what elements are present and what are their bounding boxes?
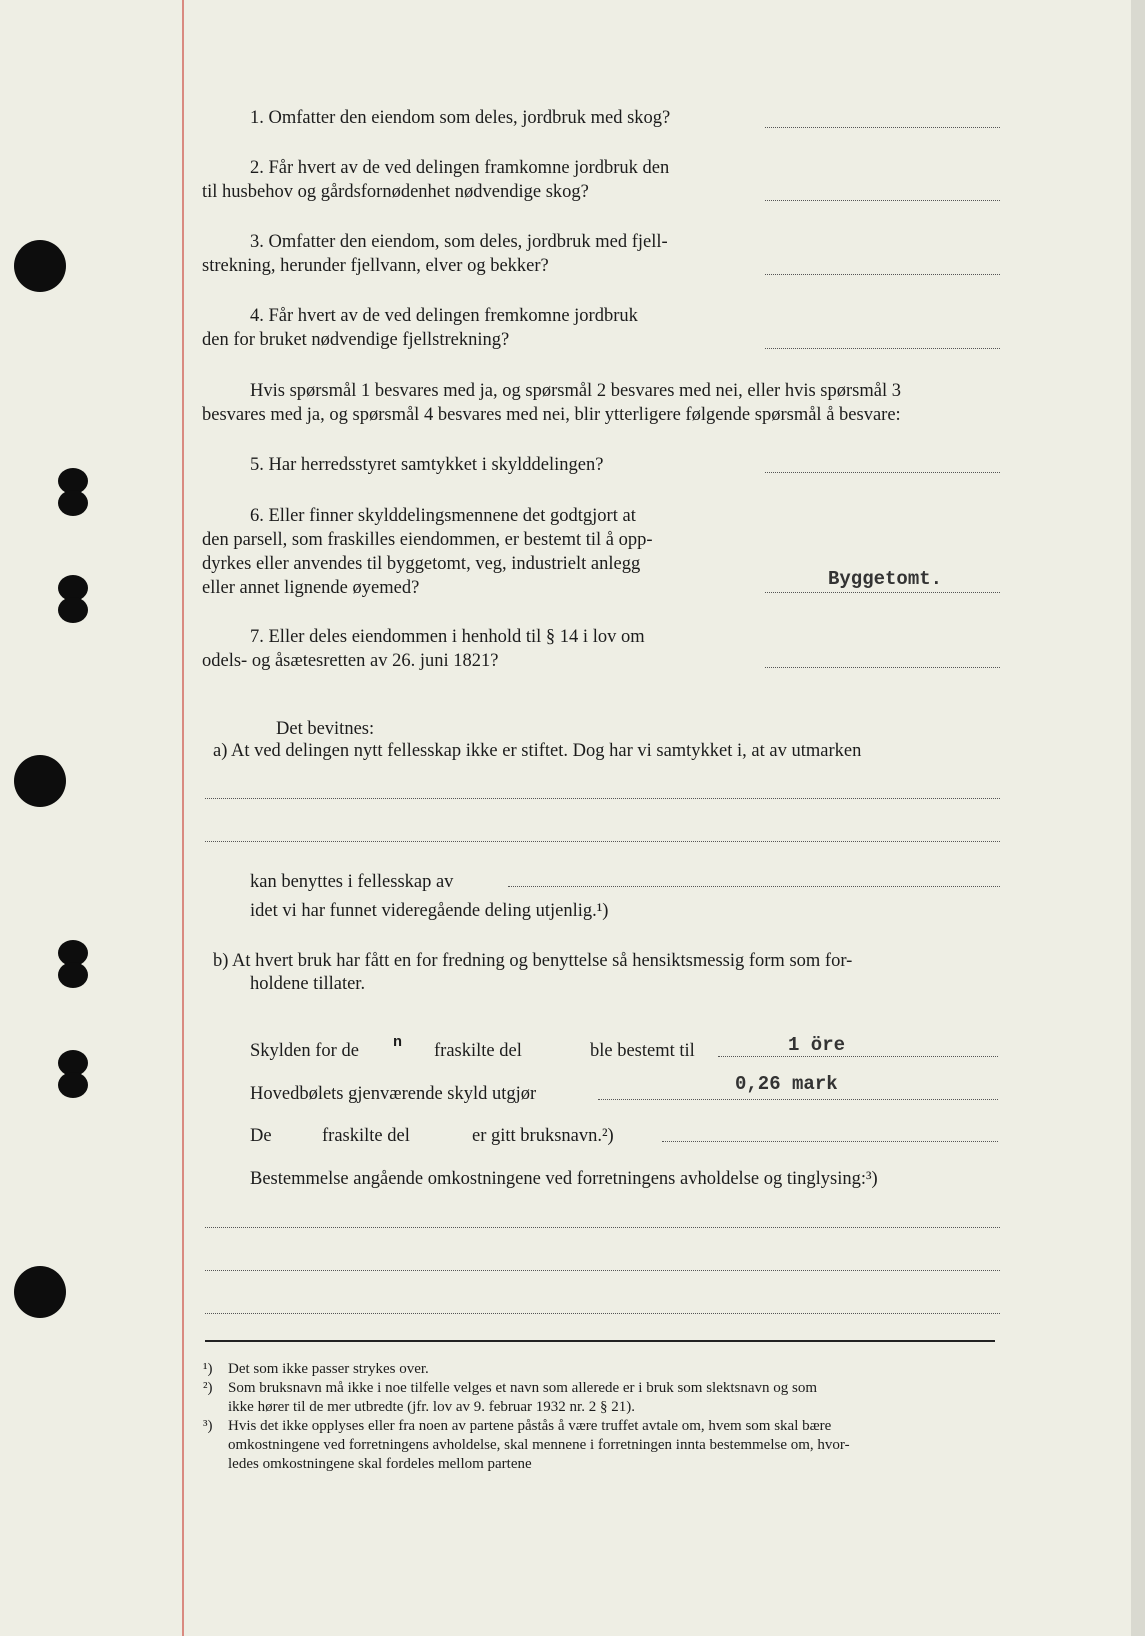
skyld-label: fraskilte del — [434, 1041, 522, 1061]
footnote-2: Som bruksnavn må ikke i noe tilfelle velges et navn som allerede er i bruk som slektsnavn og som — [228, 1380, 818, 1396]
conditional-intro: Hvis spørsmål 1 besvares med ja, og spørsmål 2 besvares med nei, eller hvis spørsmål 3 — [250, 381, 901, 401]
question-6-line: dyrkes eller anvendes til byggetomt, veg, industrielt anlegg — [202, 554, 641, 574]
footnote-marker: ¹) — [203, 1361, 213, 1377]
answer-5-line[interactable] — [765, 472, 1000, 473]
question-4-line: den for bruket nødvendige fjellstrekning? — [202, 330, 510, 350]
utmark-line[interactable] — [205, 841, 1000, 842]
question-7-line: odels- og åsætesretten av 26. juni 1821? — [202, 651, 499, 671]
skyld-label: ble bestemt til — [590, 1041, 695, 1061]
answer-2-line[interactable] — [765, 200, 1000, 201]
question-2-line: 2. Får hvert av de ved delingen framkomne jordbruk den — [250, 158, 670, 178]
bruksnavn-label: er gitt bruksnavn.²) — [472, 1126, 614, 1146]
punch-hole — [14, 1266, 66, 1318]
question-7-line: 7. Eller deles eiendommen i henhold til § 14 i lov om — [250, 627, 645, 647]
answer-4-line[interactable] — [765, 348, 1000, 349]
footnote-marker: ³) — [203, 1418, 213, 1434]
skyld-line[interactable] — [718, 1056, 998, 1057]
bruksnavn-label: fraskilte del — [322, 1126, 410, 1146]
omkostning-line[interactable] — [205, 1313, 1000, 1314]
binder-hole — [58, 468, 88, 512]
utmark-line[interactable] — [205, 798, 1000, 799]
answer-6-line[interactable] — [765, 592, 1000, 593]
question-3-line: 3. Omfatter den eiendom, som deles, jordbruk med fjell- — [250, 232, 668, 252]
question-2-line: til husbehov og gårdsfornødenhet nødvendige skog? — [202, 182, 589, 202]
footnote-marker: ²) — [203, 1380, 213, 1396]
shared-use-line[interactable] — [508, 886, 1000, 887]
question-6-line: 6. Eller finner skylddelingsmennene det godtgjort at — [250, 506, 636, 526]
answer-3-line[interactable] — [765, 274, 1000, 275]
question-6-line: eller annet lignende øyemed? — [202, 578, 420, 598]
conditional-intro: besvares med ja, og spørsmål 4 besvares med nei, blir ytterligere følgende spørsmål å besvare: — [202, 405, 901, 425]
omkostning-line[interactable] — [205, 1227, 1000, 1228]
footnote-3: Hvis det ikke opplyses eller fra noen av partene påstås å være truffet avtale om, hvem som skal bære — [228, 1418, 832, 1434]
skyld-value: 1 öre — [788, 1034, 846, 1056]
clause-a: a) At ved delingen nytt fellesskap ikke er stiftet. Dog har vi samtykket i, at av utmarken — [213, 741, 862, 761]
question-3-line: strekning, herunder fjellvann, elver og bekker? — [202, 256, 549, 276]
clause-b: b) At hvert bruk har fått en for fredning og benyttelse så hensiktsmessig form som for- — [213, 951, 853, 971]
hovedbol-line[interactable] — [598, 1099, 998, 1100]
hovedbol-label: Hovedbølets gjenværende skyld utgjør — [250, 1084, 537, 1104]
binder-hole — [58, 1050, 88, 1094]
question-1: 1. Omfatter den eiendom som deles, jordbruk med skog? — [250, 108, 671, 128]
page-edge — [1131, 0, 1145, 1636]
footnote-1: Det som ikke passer strykes over. — [228, 1361, 429, 1377]
question-4-line: 4. Får hvert av de ved delingen fremkomne jordbruk — [250, 306, 638, 326]
omkostning-line[interactable] — [205, 1270, 1000, 1271]
clause-b: holdene tillater. — [250, 974, 366, 994]
omkostning-label: Bestemmelse angående omkostningene ved forretningens avholdelse og tinglysing:³) — [250, 1169, 878, 1189]
footnote-3: omkostningene ved forretningens avholdelse, skal mennene i forretningen innta bestemmelse om, hvor- — [228, 1437, 850, 1453]
bevitnes-heading: Det bevitnes: — [276, 719, 375, 739]
punch-hole — [14, 755, 66, 807]
answer-7-line[interactable] — [765, 667, 1000, 668]
bruksnavn-label: De — [250, 1126, 272, 1146]
binder-hole — [58, 940, 88, 984]
punch-hole — [14, 240, 66, 292]
footnote-2: ikke hører til de mer utbredte (jfr. lov av 9. februar 1932 nr. 2 § 21). — [228, 1399, 635, 1415]
clause-a-end: idet vi har funnet videregående deling utjenlig.¹) — [250, 901, 609, 921]
shared-use-label: kan benyttes i fellesskap av — [250, 872, 454, 892]
question-6-line: den parsell, som fraskilles eiendommen, er bestemt til å opp- — [202, 530, 653, 550]
question-5: 5. Har herredsstyret samtykket i skylddelingen? — [250, 455, 604, 475]
handwritten-n: n — [393, 1034, 403, 1051]
margin-line — [182, 0, 184, 1636]
skyld-label: Skylden for de — [250, 1041, 359, 1061]
answer-1-line[interactable] — [765, 127, 1000, 128]
answer-6-value: Byggetomt. — [828, 568, 943, 590]
hovedbol-value: 0,26 mark — [735, 1073, 838, 1095]
bruksnavn-line[interactable] — [662, 1141, 998, 1142]
footnote-3: ledes omkostningene skal fordeles mellom partene — [228, 1456, 532, 1472]
footnote-separator — [205, 1340, 995, 1342]
binder-hole — [58, 575, 88, 619]
